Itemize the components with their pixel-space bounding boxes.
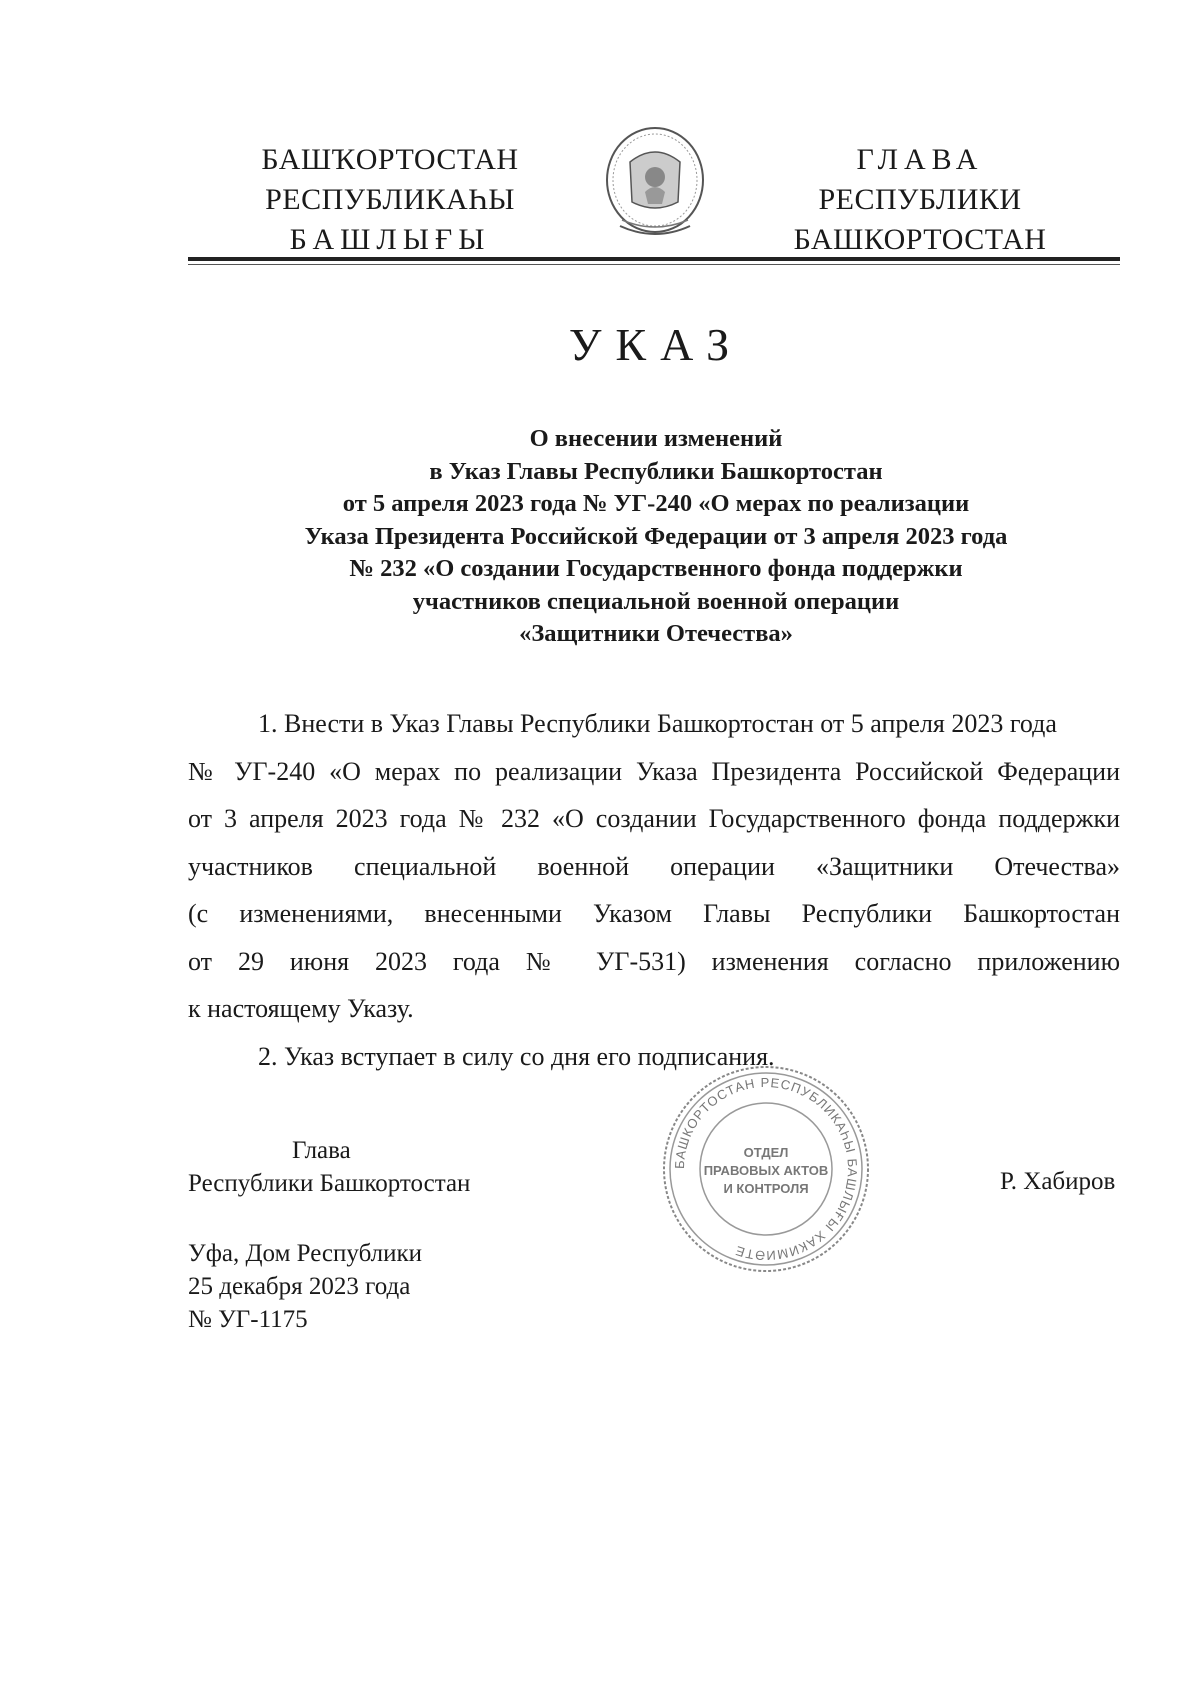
subject-line: от 5 апреля 2023 года № УГ-240 «О мерах по реализации bbox=[342, 490, 970, 517]
stamp-center-line: ПРАВОВЫХ АКТОВ bbox=[703, 1163, 829, 1178]
signatory-title-line: Глава bbox=[292, 1137, 351, 1164]
document-title: УКАЗ bbox=[568, 319, 744, 370]
subject-line: Указа Президента Российской Федерации от 3 апреля 2023 года bbox=[304, 522, 1008, 550]
header-left-line: БАШЛЫҒЫ bbox=[289, 223, 491, 256]
paragraph-1-line: участников специальной военной операции «Защитники Отечества» bbox=[188, 851, 1120, 881]
paragraph-1-line: (с изменениями, внесенными Указом Главы Республики Башкортостан bbox=[188, 899, 1120, 928]
stamp-center-line: ОТДЕЛ bbox=[743, 1145, 789, 1160]
header-left-line: РЕСПУБЛИКАҺЫ bbox=[265, 183, 515, 216]
subject-line: «Защитники Отечества» bbox=[519, 620, 793, 647]
header-russian-title bbox=[770, 140, 1070, 260]
paragraph-1-line: от 29 июня 2023 года № УГ-531) изменения согласно приложению bbox=[188, 946, 1120, 976]
stamp-center-line: И КОНТРОЛЯ bbox=[723, 1181, 809, 1196]
subject-line: в Указ Главы Республики Башкортостан bbox=[429, 457, 883, 485]
paragraph-1-line: к настоящему Указу. bbox=[188, 994, 414, 1023]
header-right-line: БАШКОРТОСТАН bbox=[793, 223, 1047, 256]
coat-of-arms-emblem bbox=[600, 122, 710, 244]
paragraph-2: 2. Указ вступает в силу со дня его подписания. bbox=[258, 1041, 775, 1071]
signatory-title-line: Республики Башкортостан bbox=[188, 1170, 471, 1197]
subject-line: № 232 «О создании Государственного фонда поддержки bbox=[349, 555, 963, 582]
header-left-line: БАШҠОРТОСТАН bbox=[261, 143, 519, 176]
header-right-line: ГЛАВА bbox=[856, 143, 984, 176]
subject-line: О внесении изменений bbox=[529, 425, 783, 452]
signatory-title bbox=[188, 1134, 470, 1200]
paragraph-1-line: от 3 апреля 2023 года № 232 «О создании Государственного фонда поддержки bbox=[188, 804, 1120, 833]
header-bashkir-title bbox=[240, 140, 540, 260]
official-stamp bbox=[660, 1063, 872, 1275]
decree-number: № УГ-1175 bbox=[188, 1306, 308, 1333]
header-right-line: РЕСПУБЛИКИ bbox=[818, 183, 1022, 216]
decree-subject bbox=[188, 423, 1124, 651]
header-divider-thin bbox=[188, 264, 1120, 265]
header-divider bbox=[188, 257, 1120, 261]
decree-place-date-number bbox=[188, 1237, 422, 1336]
decree-date: 25 декабря 2023 года bbox=[188, 1273, 411, 1300]
decree-place: Уфа, Дом Республики bbox=[188, 1240, 423, 1267]
paragraph-1-line: 1. Внести в Указ Главы Республики Башкортостан от 5 апреля 2023 года bbox=[258, 709, 1057, 738]
decree-body bbox=[188, 700, 1120, 1080]
paragraph-1-line: № УГ-240 «О мерах по реализации Указа Президента Российской Федерации bbox=[188, 756, 1120, 786]
subject-line: участников специальной военной операции bbox=[412, 587, 900, 615]
stamp-ring-text: БАШКОРТОСТАН РЕСПУБЛИКАҺЫ БАШЛЫҒЫ ХАКИМИӘТЕ bbox=[671, 1074, 861, 1264]
signatory-name: Р. Хабиров bbox=[1000, 1168, 1116, 1195]
